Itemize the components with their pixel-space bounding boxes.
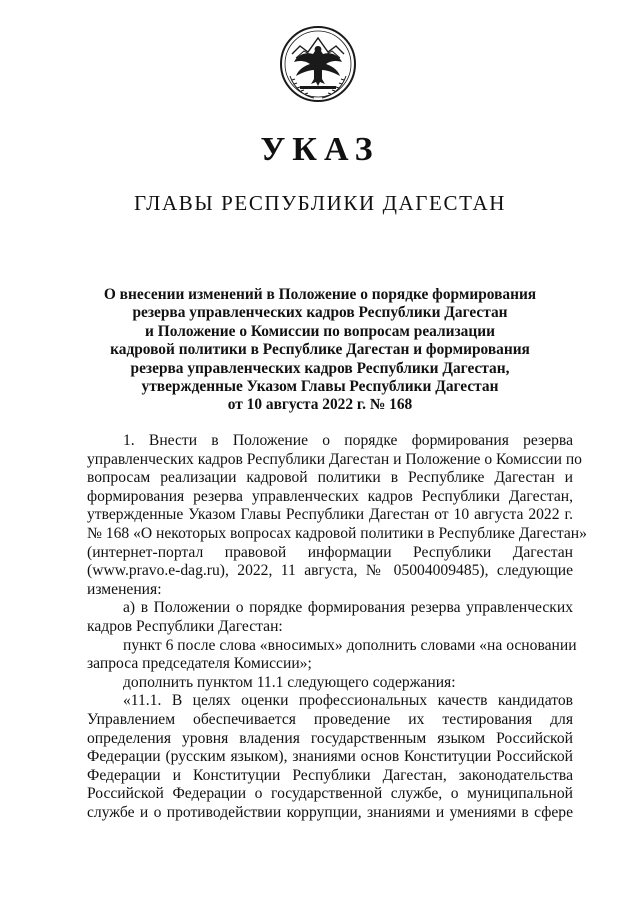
body-line: кадров Республики Дагестан:: [87, 617, 283, 635]
body-line: запроса председателя Комиссии»;: [87, 655, 312, 673]
body-line: «11.1. В целях оценки профессиональных качеств кандидатов: [123, 692, 573, 710]
body-line: Федерации (русским языком), знаниями основ Конституции Российской: [87, 748, 573, 766]
heading-line: утвержденные Указом Главы Республики Дагестан: [141, 378, 499, 396]
decree-body: [87, 432, 587, 822]
body-line: определения уровня владения государственным языком Российской: [87, 729, 573, 747]
body-line: Федерации и Конституции Республики Дагестан, законодательства: [87, 766, 573, 784]
heading-line: резерва управленческих кадров Республики Дагестан: [132, 304, 508, 322]
body-line: Управлением обеспечивается проведение их тестирования для: [87, 710, 573, 728]
body-line: управленческих кадров Республики Дагестан и Положение о Комиссии по: [87, 450, 582, 468]
body-line: утвержденные Указом Главы Республики Дагестан от 10 августа 2022 г.: [87, 506, 573, 524]
body-line: службе и о противодействии коррупции, знаниями и умениями в сфере: [87, 803, 573, 821]
coat-of-arms-emblem: [278, 24, 358, 104]
body-line: вопросам реализации кадровой политики в Республике Дагестан и: [87, 469, 573, 487]
body-line: 1. Внести в Положение о порядке формирования резерва: [123, 432, 573, 449]
body-line: дополнить пунктом 11.1 следующего содержания:: [123, 673, 456, 691]
decree-title: УКАЗ: [260, 131, 380, 168]
body-line: Российской Федерации о государственной службе, о муниципальной: [87, 785, 573, 803]
decree-heading: [90, 286, 550, 415]
body-line: изменения:: [87, 580, 162, 598]
body-line: (www.pravo.e-dag.ru), 2022, 11 августа, № 05004009485), следующие: [87, 562, 573, 580]
body-line: № 168 «О некоторых вопросах кадровой политики в Республике Дагестан»: [87, 524, 587, 542]
heading-line: кадровой политики в Республике Дагестан и формирования: [110, 341, 530, 359]
body-line: пункт 6 после слова «вносимых» дополнить словами «на основании: [123, 636, 577, 654]
heading-line: от 10 августа 2022 г. № 168: [227, 396, 413, 414]
heading-line: О внесении изменений в Положение о порядке формирования: [103, 286, 537, 303]
heading-line: и Положение о Комиссии по вопросам реализации: [145, 322, 495, 340]
body-line: формирования резерва управленческих кадров Республики Дагестан,: [87, 487, 573, 505]
body-line: а) в Положении о порядке формирования резерва управленческих: [123, 599, 573, 617]
heading-line: резерва управленческих кадров Республики Дагестан,: [130, 359, 510, 377]
issuer-subtitle: ГЛАВЫ РЕСПУБЛИКИ ДАГЕСТАН: [133, 191, 507, 215]
body-line: (интернет-портал правовой информации Республики Дагестан: [87, 543, 573, 561]
